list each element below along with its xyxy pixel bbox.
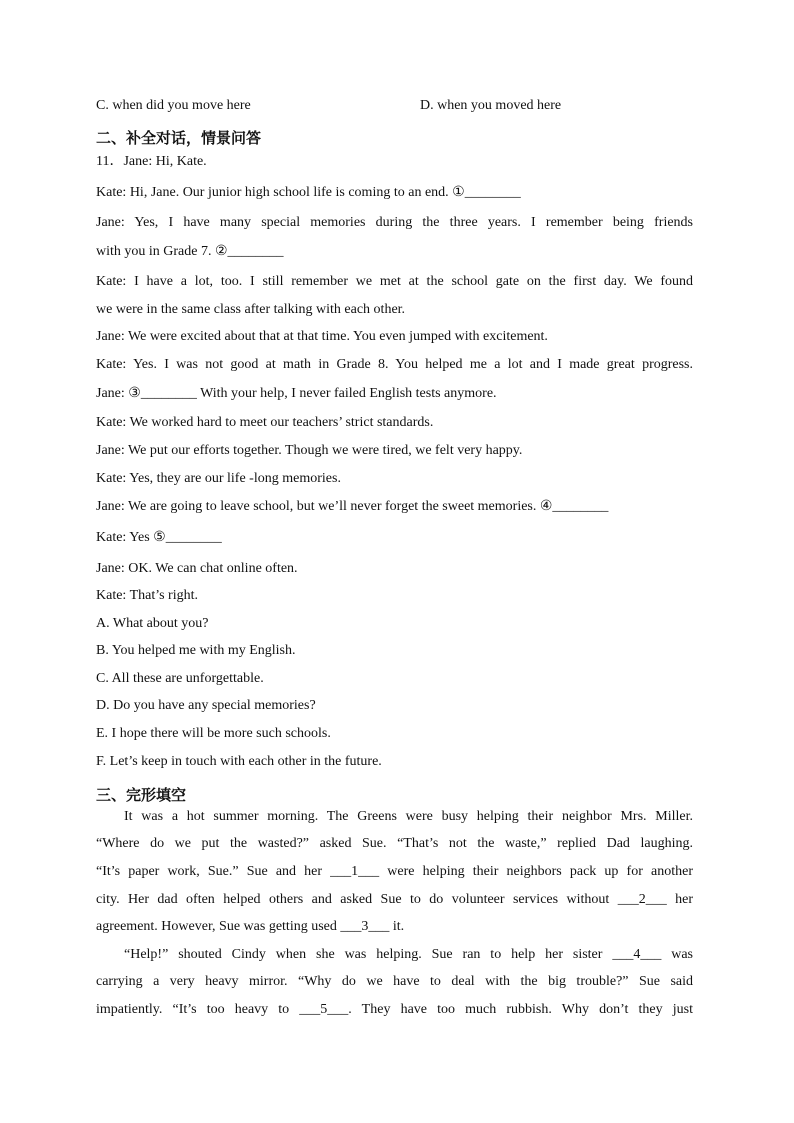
section-heading-cloze: 三、完形填空	[96, 786, 187, 804]
cloze-line: agreement. However, Sue was getting used ___3___ it.	[96, 919, 405, 934]
dialogue-line: Kate: Yes. I was not good at math in Grade 8. You helped me a lot and I made great progress.	[96, 357, 693, 372]
dialogue-line: Jane: OK. We can chat online often.	[96, 561, 298, 576]
question-number: 11．	[96, 154, 124, 169]
dialogue-line: Kate: Yes, they are our life -long memories.	[96, 471, 341, 486]
answer-option-f: F. Let’s keep in touch with each other in the future.	[96, 754, 382, 769]
cloze-line: “Where do we put the wasted?” asked Sue. “That’s not the waste,” replied Dad laughing.	[96, 836, 693, 851]
dialogue-line: Jane: We are going to leave school, but we’ll never forget the sweet memories. ④________	[96, 499, 609, 514]
dialogue-line: Kate: Hi, Jane. Our junior high school life is coming to an end. ①________	[96, 185, 521, 200]
cloze-line: carrying a very heavy mirror. “Why do we have to deal with the big trouble?” Sue said	[96, 974, 693, 989]
dialogue-line: Kate: Yes ⑤________	[96, 530, 222, 545]
dialogue-line: we were in the same class after talking with each other.	[96, 302, 406, 317]
cloze-line: “It’s paper work, Sue.” Sue and her ___1___ were helping their neighbors pack up for another	[96, 864, 693, 879]
section-heading-dialogue: 二、补全对话，情景问答	[96, 129, 262, 147]
question-11-line	[96, 153, 207, 171]
dialogue-line: Kate: I have a lot, too. I still remember we met at the school gate on the first day. We found	[96, 274, 693, 289]
cloze-line: It was a hot summer morning. The Greens were busy helping their neighbor Mrs. Miller.	[124, 809, 693, 824]
dialogue-line: Jane: We were excited about that at that time. You even jumped with excitement.	[96, 329, 548, 344]
dialogue-line: with you in Grade 7. ②________	[96, 244, 284, 259]
dialogue-line: Jane: Hi, Kate.	[123, 154, 207, 169]
dialogue-line: Kate: That’s right.	[96, 588, 198, 603]
cloze-line: impatiently. “It’s too heavy to ___5___. They have too much rubbish. Why don’t they just	[96, 1002, 693, 1017]
answer-option-e: E. I hope there will be more such schools.	[96, 726, 331, 741]
answer-option-c: C. All these are unforgettable.	[96, 671, 264, 686]
option-c: C. when did you move here	[96, 98, 251, 113]
cloze-line: city. Her dad often helped others and asked Sue to do volunteer services without ___2___ her	[96, 892, 693, 907]
dialogue-line: Kate: We worked hard to meet our teachers’ strict standards.	[96, 415, 434, 430]
answer-option-d: D. Do you have any special memories?	[96, 698, 316, 713]
cloze-line: “Help!” shouted Cindy when she was helping. Sue ran to help her sister ___4___ was	[124, 947, 693, 962]
dialogue-line: Jane: ③________ With your help, I never failed English tests anymore.	[96, 386, 497, 401]
dialogue-line: Jane: Yes, I have many special memories during the three years. I remember being friends	[96, 215, 693, 230]
answer-option-a: A. What about you?	[96, 616, 209, 631]
option-d: D. when you moved here	[420, 98, 562, 113]
dialogue-line: Jane: We put our efforts together. Though we were tired, we felt very happy.	[96, 443, 523, 458]
answer-option-b: B. You helped me with my English.	[96, 643, 296, 658]
